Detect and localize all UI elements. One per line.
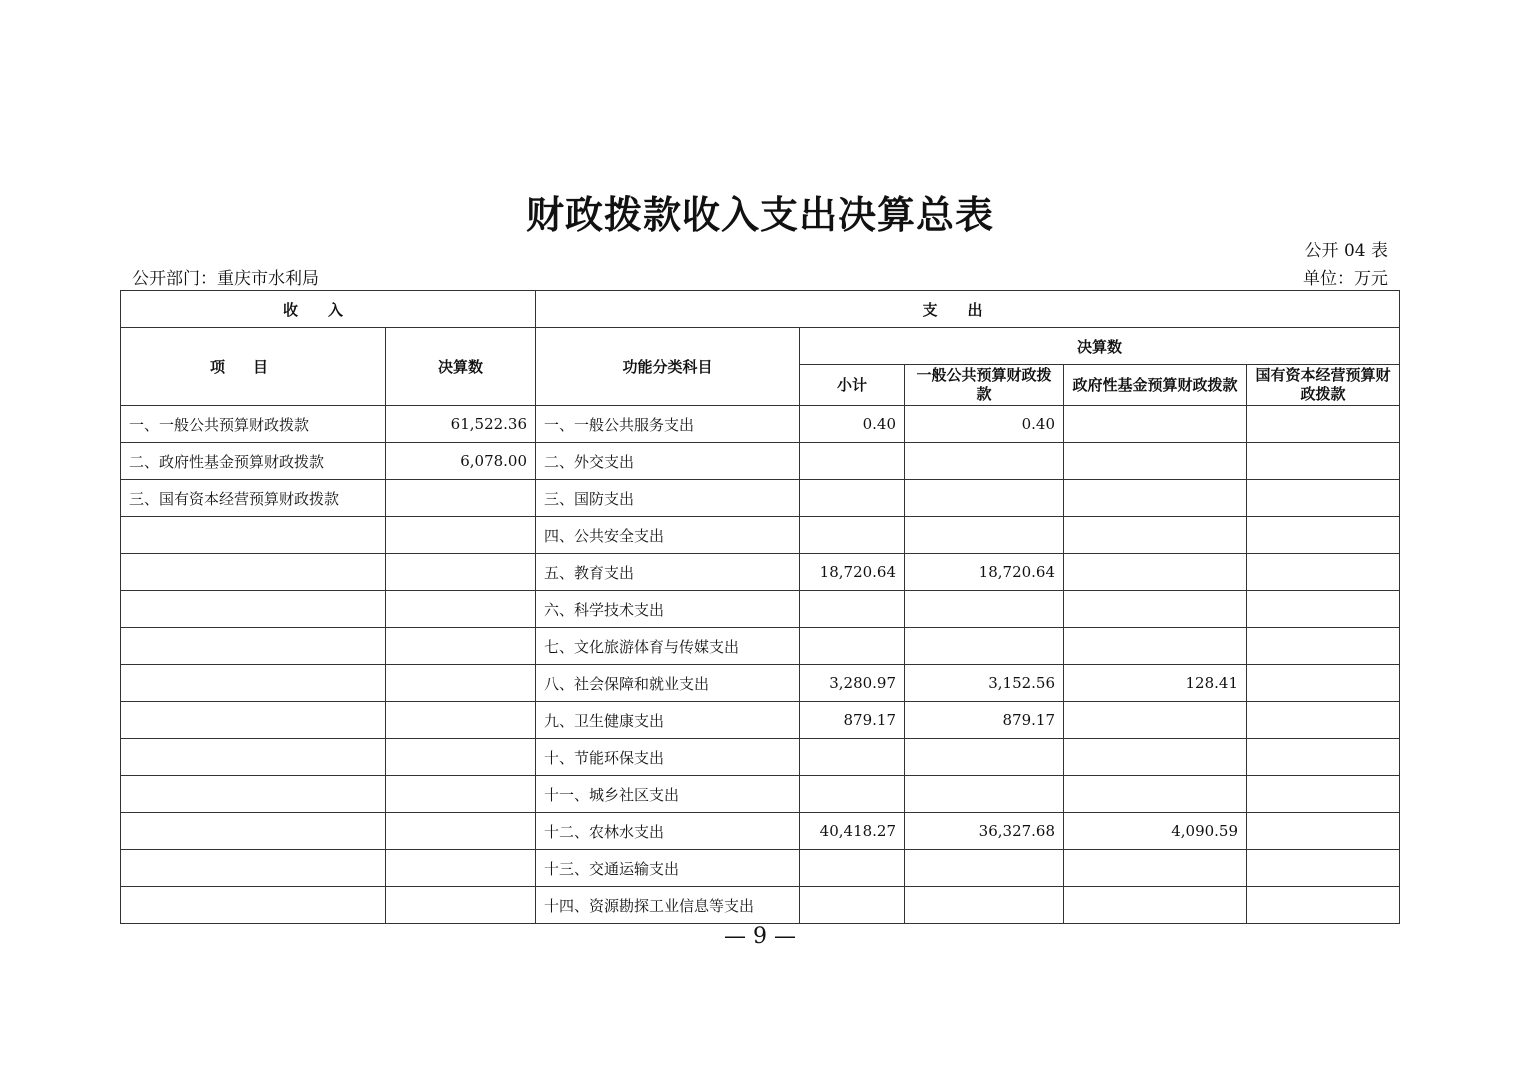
expense-item-cell: 十三、交通运输支出 [536, 850, 800, 887]
gov-fund-cell [1064, 702, 1247, 739]
state-capital-cell [1247, 480, 1400, 517]
state-capital-cell [1247, 739, 1400, 776]
gov-fund-cell [1064, 776, 1247, 813]
income-amount-cell [386, 517, 536, 554]
income-item-cell [121, 850, 386, 887]
general-budget-cell [905, 776, 1064, 813]
income-item-cell [121, 517, 386, 554]
income-item-cell [121, 702, 386, 739]
expense-item-cell: 四、公共安全支出 [536, 517, 800, 554]
state-capital-cell [1247, 591, 1400, 628]
state-capital-cell [1247, 702, 1400, 739]
gov-fund-cell [1064, 406, 1247, 443]
general-budget-cell [905, 850, 1064, 887]
expense-item-cell: 十二、农林水支出 [536, 813, 800, 850]
final-amount-header: 决算数 [800, 328, 1400, 365]
table-row [121, 554, 1400, 591]
income-amount-cell: 61,522.36 [386, 406, 536, 443]
table-row [121, 887, 1400, 924]
general-budget-header: 一般公共预算财政拨款 [905, 365, 1064, 406]
table-row [121, 850, 1400, 887]
subtotal-cell: 879.17 [800, 702, 905, 739]
income-item-cell: 二、政府性基金预算财政拨款 [121, 443, 386, 480]
income-item-cell [121, 591, 386, 628]
subtotal-cell [800, 628, 905, 665]
gov-fund-cell [1064, 517, 1247, 554]
general-budget-cell [905, 591, 1064, 628]
table-row [121, 813, 1400, 850]
general-budget-cell [905, 628, 1064, 665]
income-amount-cell [386, 554, 536, 591]
table-row [121, 702, 1400, 739]
page-number: — 9 — [724, 924, 796, 949]
income-item-cell [121, 628, 386, 665]
income-item-cell: 一、一般公共预算财政拨款 [121, 406, 386, 443]
expense-item-cell: 八、社会保障和就业支出 [536, 665, 800, 702]
state-capital-header: 国有资本经营预算财政拨款 [1247, 365, 1400, 406]
gov-fund-cell [1064, 480, 1247, 517]
table-row [121, 591, 1400, 628]
department-label: 公开部门：重庆市水利局 [132, 269, 319, 289]
table-row [121, 406, 1400, 443]
income-amount-cell [386, 813, 536, 850]
general-budget-cell [905, 517, 1064, 554]
subtotal-cell [800, 443, 905, 480]
gov-fund-header: 政府性基金预算财政拨款 [1064, 365, 1247, 406]
income-header: 收入 [121, 291, 536, 328]
state-capital-cell [1247, 554, 1400, 591]
general-budget-cell: 3,152.56 [905, 665, 1064, 702]
gov-fund-cell [1064, 628, 1247, 665]
gov-fund-cell [1064, 739, 1247, 776]
income-amount-cell [386, 776, 536, 813]
table-row [121, 776, 1400, 813]
income-item-cell [121, 739, 386, 776]
gov-fund-cell [1064, 554, 1247, 591]
state-capital-cell [1247, 517, 1400, 554]
income-item-cell [121, 813, 386, 850]
subtotal-cell [800, 887, 905, 924]
income-amount-cell: 6,078.00 [386, 443, 536, 480]
table-row [121, 665, 1400, 702]
general-budget-cell [905, 443, 1064, 480]
state-capital-cell [1247, 850, 1400, 887]
table-number: 公开 04 表 [1304, 241, 1388, 261]
income-amount-cell [386, 628, 536, 665]
subtotal-cell: 18,720.64 [800, 554, 905, 591]
subtotal-cell [800, 591, 905, 628]
expense-item-cell: 六、科学技术支出 [536, 591, 800, 628]
expense-item-cell: 一、一般公共服务支出 [536, 406, 800, 443]
subtotal-cell [800, 517, 905, 554]
table-row [121, 739, 1400, 776]
state-capital-cell [1247, 628, 1400, 665]
expense-item-cell: 十四、资源勘探工业信息等支出 [536, 887, 800, 924]
income-amount-cell [386, 887, 536, 924]
income-item-cell: 三、国有资本经营预算财政拨款 [121, 480, 386, 517]
income-item-cell [121, 665, 386, 702]
expense-item-cell: 五、教育支出 [536, 554, 800, 591]
document-title: 财政拨款收入支出决算总表 [525, 192, 994, 237]
expense-item-cell: 七、文化旅游体育与传媒支出 [536, 628, 800, 665]
state-capital-cell [1247, 665, 1400, 702]
expense-header: 支出 [536, 291, 1400, 328]
table-row [121, 480, 1400, 517]
unit-label: 单位：万元 [1303, 269, 1388, 289]
table-row [121, 443, 1400, 480]
function-category-header: 功能分类科目 [536, 328, 800, 406]
state-capital-cell [1247, 813, 1400, 850]
general-budget-cell: 0.40 [905, 406, 1064, 443]
expense-item-cell: 九、卫生健康支出 [536, 702, 800, 739]
general-budget-cell [905, 887, 1064, 924]
subtotal-cell: 40,418.27 [800, 813, 905, 850]
table-row [121, 517, 1400, 554]
subtotal-cell [800, 850, 905, 887]
income-amount-cell [386, 739, 536, 776]
gov-fund-cell [1064, 887, 1247, 924]
expense-item-cell: 二、外交支出 [536, 443, 800, 480]
state-capital-cell [1247, 776, 1400, 813]
general-budget-cell: 18,720.64 [905, 554, 1064, 591]
subtotal-cell [800, 480, 905, 517]
gov-fund-cell: 128.41 [1064, 665, 1247, 702]
general-budget-cell: 879.17 [905, 702, 1064, 739]
subtotal-cell [800, 776, 905, 813]
gov-fund-cell [1064, 443, 1247, 480]
gov-fund-cell [1064, 591, 1247, 628]
income-amount-cell [386, 591, 536, 628]
general-budget-cell [905, 480, 1064, 517]
gov-fund-cell [1064, 850, 1247, 887]
table-row [121, 628, 1400, 665]
expense-item-cell: 十、节能环保支出 [536, 739, 800, 776]
state-capital-cell [1247, 443, 1400, 480]
subtotal-cell: 3,280.97 [800, 665, 905, 702]
gov-fund-cell: 4,090.59 [1064, 813, 1247, 850]
income-amount-cell [386, 480, 536, 517]
amount-header: 决算数 [386, 328, 536, 406]
state-capital-cell [1247, 406, 1400, 443]
income-item-cell [121, 776, 386, 813]
subtotal-cell: 0.40 [800, 406, 905, 443]
income-amount-cell [386, 850, 536, 887]
subtotal-cell [800, 739, 905, 776]
general-budget-cell [905, 739, 1064, 776]
income-item-cell [121, 554, 386, 591]
state-capital-cell [1247, 887, 1400, 924]
budget-table [120, 290, 1400, 924]
expense-item-cell: 三、国防支出 [536, 480, 800, 517]
general-budget-cell: 36,327.68 [905, 813, 1064, 850]
expense-item-cell: 十一、城乡社区支出 [536, 776, 800, 813]
subtotal-header: 小计 [800, 365, 905, 406]
income-amount-cell [386, 665, 536, 702]
item-header: 项目 [121, 328, 386, 406]
income-amount-cell [386, 702, 536, 739]
income-item-cell [121, 887, 386, 924]
